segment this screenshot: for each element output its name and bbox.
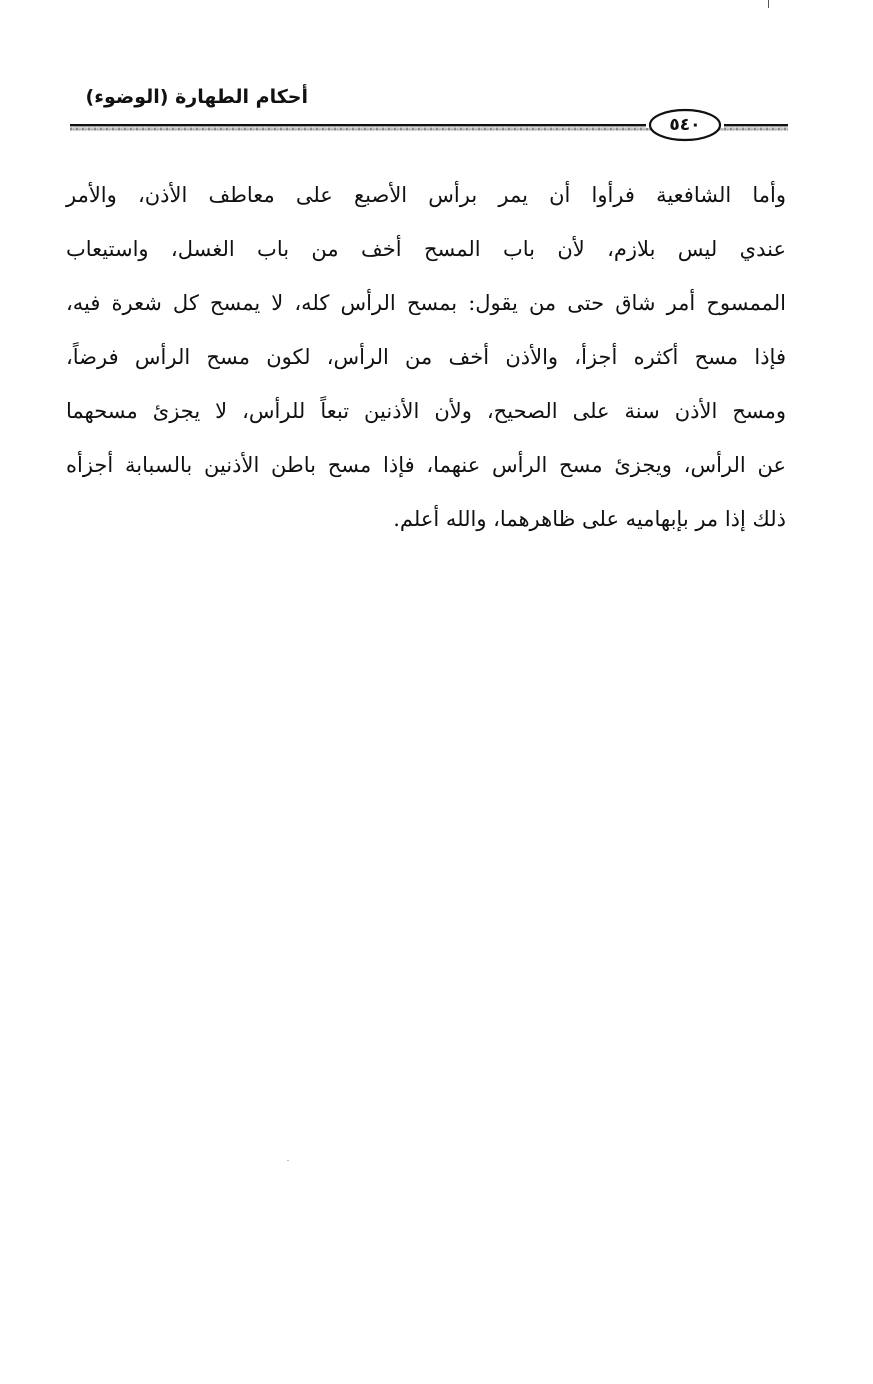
crop-mark bbox=[768, 0, 769, 8]
page-number: ٥٤٠ bbox=[669, 115, 701, 135]
text-line: ومسح الأذن سنة على الصحيح، ولأن الأذنين تبعاً للرأس، لا يجزئ مسحهما bbox=[66, 399, 786, 423]
text-line: عندي ليس بلازم، لأن باب المسح أخف من باب الغسل، واستيعاب bbox=[66, 237, 786, 261]
running-header-title: أحكام الطهارة (الوضوء) bbox=[85, 86, 308, 108]
text-line: الممسوح أمر شاق حتى من يقول: بمسح الرأس كله، لا يمسح كل شعرة فيه، bbox=[66, 291, 786, 315]
body-paragraph bbox=[66, 168, 786, 546]
text-line: ذلك إذا مر بإبهاميه على ظاهرهما، والله أعلم. bbox=[393, 507, 786, 531]
text-line: وأما الشافعية فرأوا أن يمر برأس الأصبع على معاطف الأذن، والأمر bbox=[66, 183, 786, 207]
scan-speck bbox=[287, 1160, 289, 1161]
text-line: عن الرأس، ويجزئ مسح الرأس عنهما، فإذا مسح باطن الأذنين بالسبابة أجزأه bbox=[66, 453, 786, 477]
text-line: فإذا مسح أكثره أجزأ، والأذن أخف من الرأس، لكون مسح الرأس فرضاً، bbox=[66, 345, 786, 369]
